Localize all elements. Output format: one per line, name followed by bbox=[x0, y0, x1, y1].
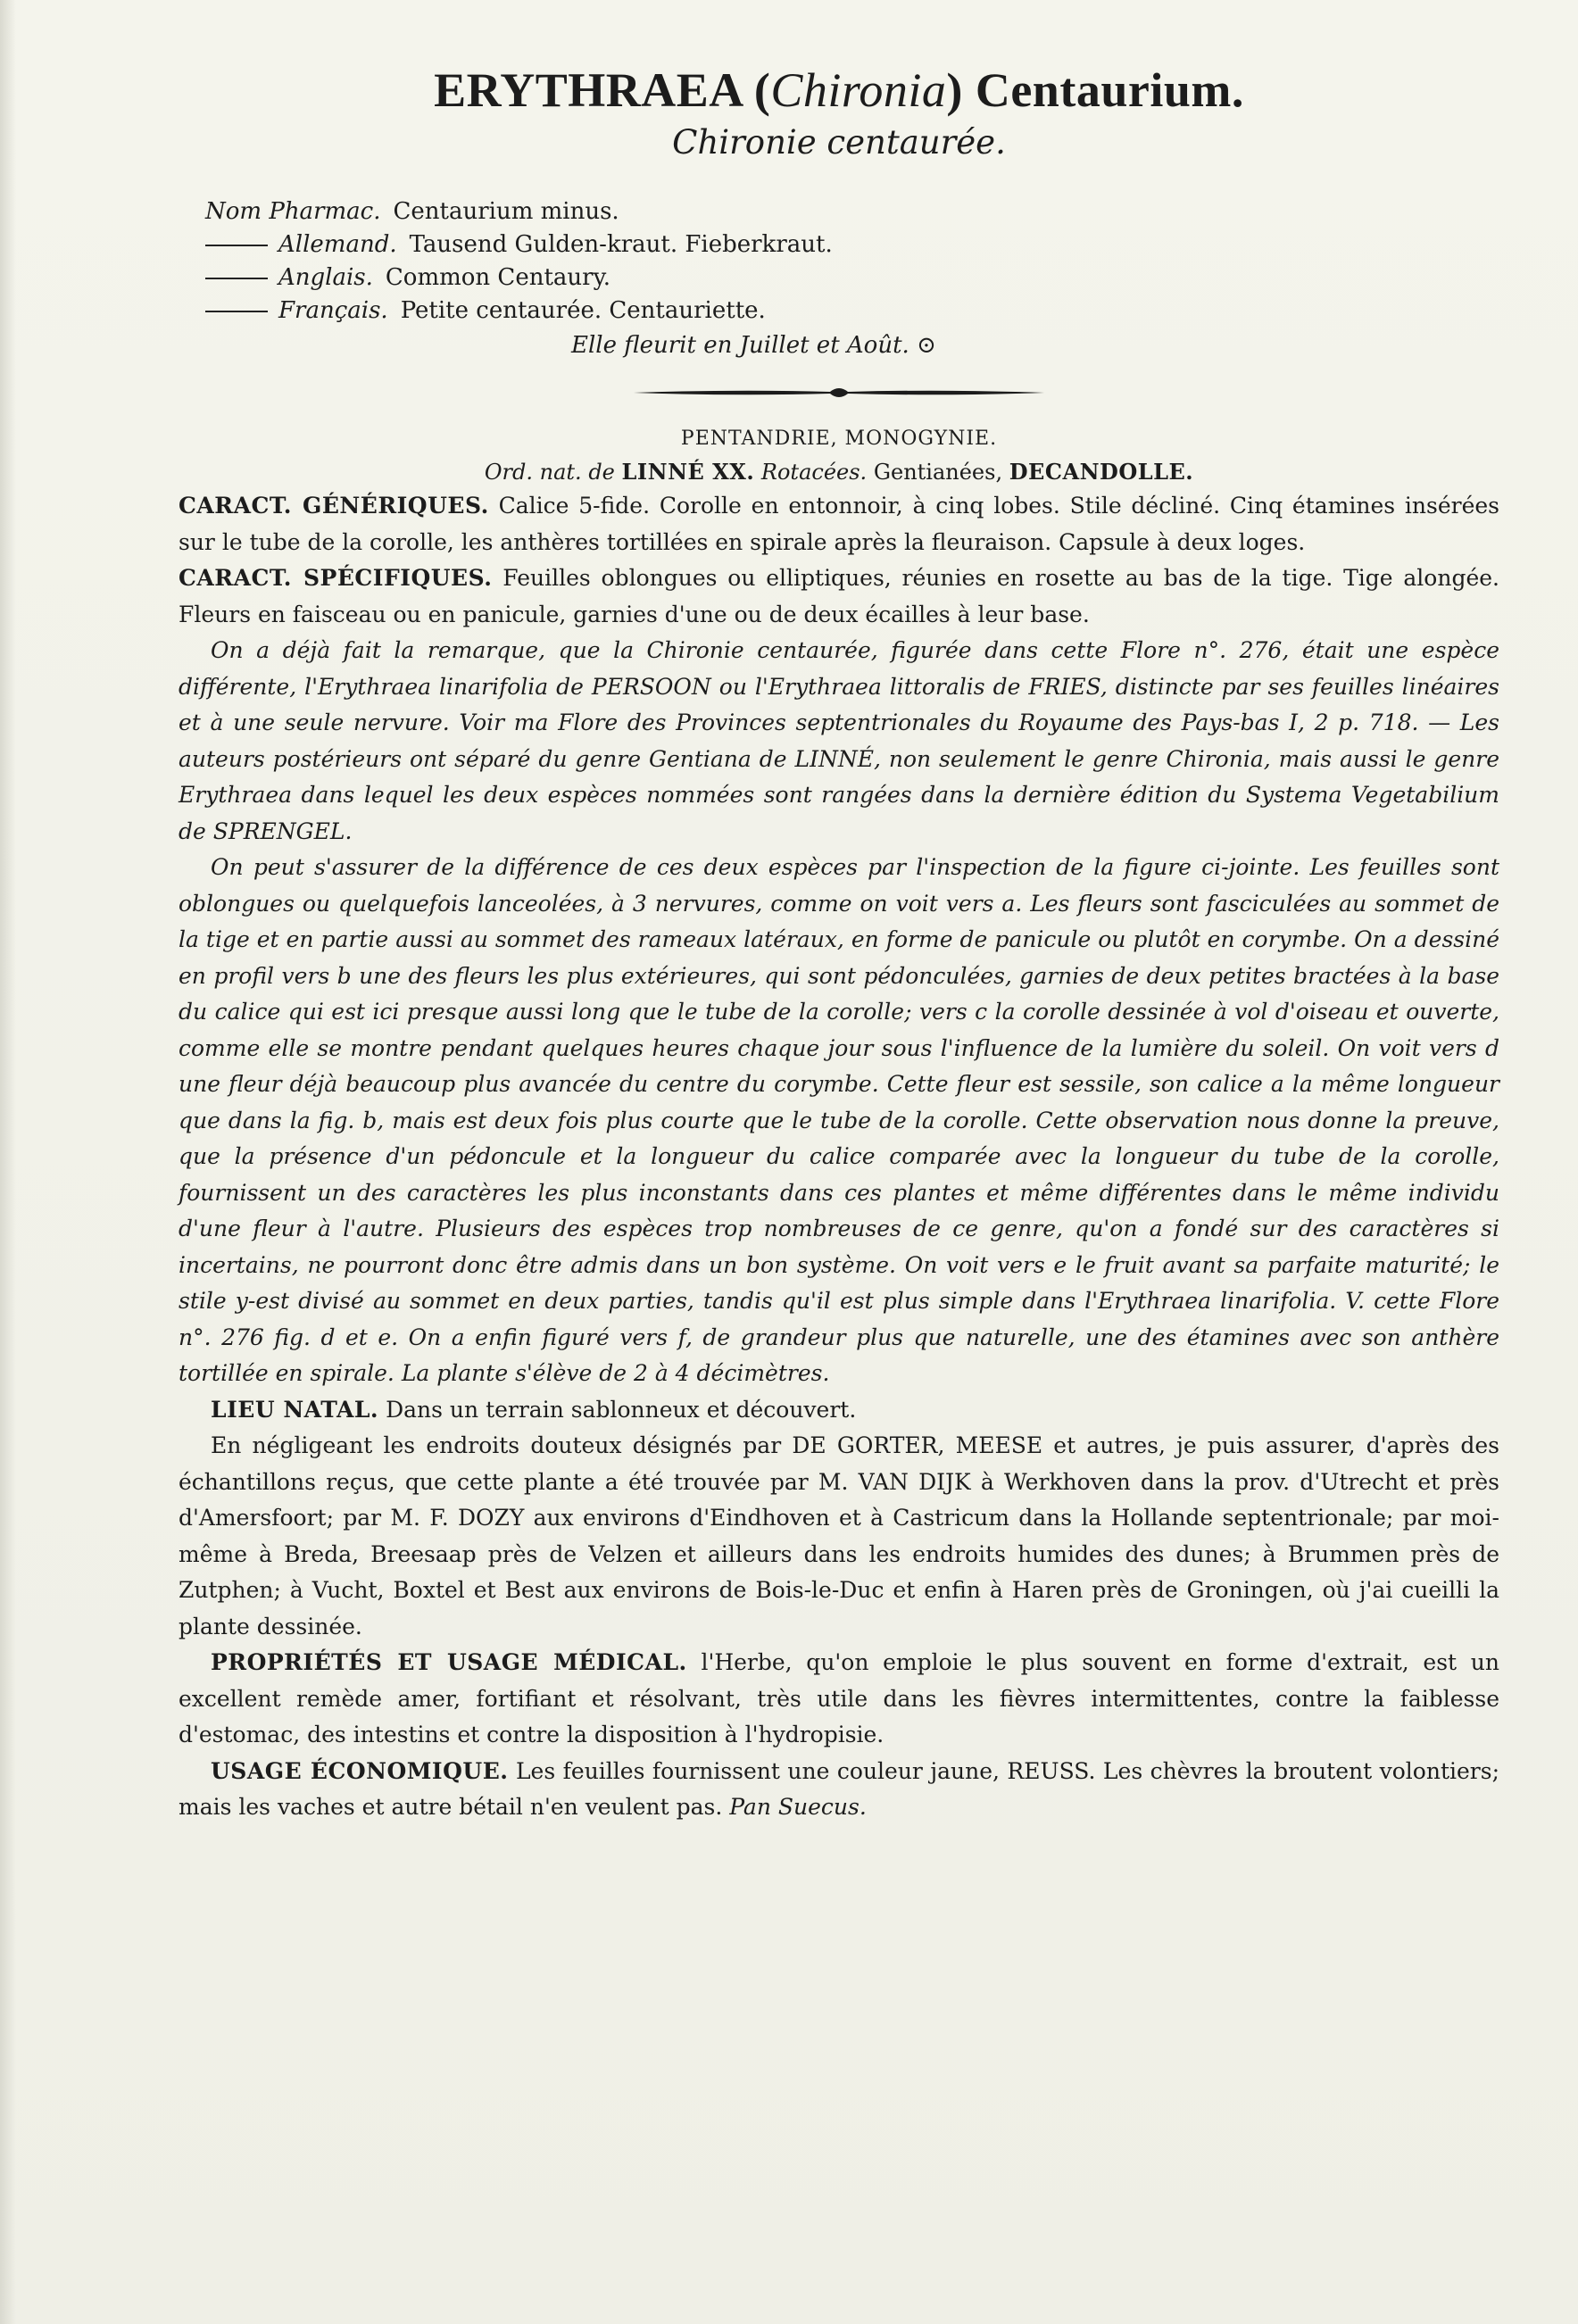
habitat bbox=[179, 1392, 1499, 1429]
natural-order bbox=[179, 459, 1499, 485]
section-label: LIEU NATAL. bbox=[211, 1396, 379, 1423]
name-label: Anglais. bbox=[278, 264, 373, 291]
specific-characters bbox=[179, 560, 1499, 633]
common-names bbox=[205, 195, 1499, 328]
name-label: Allemand. bbox=[278, 231, 397, 258]
page-title: ERYTHRAEA (Chironia) Centaurium. bbox=[434, 63, 1244, 117]
remark-paragraph: On a déjà fait la remarque, que la Chironie centaurée, figurée dans cette Flore n°. 276, était une espèce différente, l'Erythraea linarifolia de PERSOON ou l'Erythraea littoralis de FRIES, distincte par ses feuilles linéaires et à une seule nervure. Voir ma Flore des Provinces septentrionales du Royaume des Pays-bas I, 2 p. 718. — Les auteurs postérieurs ont séparé du genre Gentiana de LINNÉ, non seulement le genre Chironia, mais aussi le genre Erythraea dans lequel les deux espèces nommées sont rangées dans la dernière édition du Systema Vegetabilium de SPRENGEL. bbox=[179, 637, 1499, 844]
ornament-rule-icon bbox=[629, 381, 1049, 404]
order-rotacees: Rotacées. bbox=[760, 460, 868, 485]
name-value: Common Centaury. bbox=[385, 264, 611, 291]
section-text: Feuilles oblongues ou elliptiques, réunies en rosette au bas de la tige. Tige alongée. Fleurs en faisceau ou en panicule, garnies d'une ou de deux écailles à leur base. bbox=[179, 565, 1499, 627]
name-label: Nom Pharmac. bbox=[205, 198, 381, 225]
order-prefix: Ord. nat. de bbox=[484, 460, 615, 485]
page-subtitle: Chironie centaurée. bbox=[672, 123, 1006, 162]
order-decandolle: DECANDOLLE. bbox=[1009, 459, 1194, 485]
section-text: Les feuilles fournissent une couleur jaune, REUSS. Les chèvres la broutent volontiers; mais les vaches et autre bétail n'en veulent pas. bbox=[179, 1757, 1499, 1820]
ditto-dash bbox=[205, 278, 268, 279]
section-label: PROPRIÉTÉS ET USAGE MÉDICAL. bbox=[211, 1649, 687, 1675]
ditto-dash bbox=[205, 311, 268, 312]
source-citation: Pan Suecus. bbox=[729, 1794, 867, 1820]
section-text: Calice 5-fide. Corolle en entonnoir, à cinq lobes. Stile décliné. Cinq étamines insérées sur le tube de la corolle, les anthères tortillées en spirale après la fleuraison. Capsule à deux loges. bbox=[179, 493, 1499, 555]
generic-characters bbox=[179, 488, 1499, 560]
ditto-dash bbox=[205, 245, 268, 246]
section-text: l'Herbe, qu'on emploie le plus souvent en forme d'extrait, est un excellent remède amer, fortifiant et résolvant, très utile dans les fièvres intermittentes, contre la faiblesse d'estomac, des intestins et contre la disposition à l'hydropisie. bbox=[179, 1649, 1499, 1747]
name-value: Tausend Gulden-kraut. Fieberkraut. bbox=[409, 231, 833, 258]
flowering-note: Elle fleurit en Juillet et Août. ⊙ bbox=[571, 332, 936, 359]
order-linne: LINNÉ XX. bbox=[621, 459, 755, 485]
order-gentianees: Gentianées, bbox=[873, 460, 1003, 485]
section-label: CARACT. SPÉCIFIQUES. bbox=[179, 565, 493, 591]
name-row bbox=[205, 195, 1499, 228]
linnaean-class: PENTANDRIE, MONOGYNIE. bbox=[680, 427, 998, 450]
title-synonym: Chironia bbox=[770, 63, 947, 117]
name-value: Centaurium minus. bbox=[393, 198, 619, 225]
figure-description-paragraph: On peut s'assurer de la différence de ces deux espèces par l'inspection de la figure ci-jointe. Les feuilles sont oblongues ou quelquefois lanceolées, à 3 nervures, comme on voit vers a. Les fleurs sont fasciculées au sommet de la tige et en partie aussi au sommet des rameaux latéraux, en forme de panicule ou plutôt en corymbe. On a dessiné en profil vers b une des fleurs les plus extérieures, qui sont pédonculées, garnies de deux petites bractées à la base du calice qui est ici presque aussi long que le tube de la corolle; vers c la corolle dessinée à vol d'oiseau et ouverte, comme elle se montre pendant quelques heures chaque jour sous l'influence de la lumière du soleil. On voit vers d une fleur déjà beaucoup plus avancée du centre du corymbe. Cette fleur est sessile, son calice a la même longueur que dans la fig. b, mais est deux fois plus courte que le tube de la corolle. Cette observation nous donne la preuve, que la présence d'un pédoncule et la longueur du calice comparée avec la longueur du tube de la corolle, fournissent un des caractères les plus inconstants dans ces plantes et même différentes dans le même individu d'une fleur à l'autre. Plusieurs des espèces trop nombreuses de ce genre, qu'on a fondé sur des caractères si incertains, ne pourront donc être admis dans un bon système. On voit vers e le fruit avant sa parfaite maturité; le stile y-est divisé au sommet en deux parties, tandis qu'il est plus simple dans l'Erythraea linarifolia. V. cette Flore n°. 276 fig. d et e. On a enfin figuré vers f, de grandeur plus que naturelle, une des étamines avec son anthère tortillée en spirale. La plante s'élève de 2 à 4 décimètres. bbox=[179, 854, 1499, 1386]
title-species: Centaurium. bbox=[975, 63, 1244, 117]
name-label: Français. bbox=[278, 297, 388, 324]
economic-usage bbox=[179, 1754, 1499, 1826]
title-genus: ERYTHRAEA bbox=[434, 63, 742, 117]
section-label: CARACT. GÉNÉRIQUES. bbox=[179, 493, 489, 519]
name-row bbox=[205, 228, 1499, 261]
page-content bbox=[179, 54, 1499, 1826]
medical-properties bbox=[179, 1645, 1499, 1754]
section-text: Dans un terrain sablonneux et découvert. bbox=[386, 1396, 857, 1423]
name-row bbox=[205, 295, 1499, 328]
section-label: USAGE ÉCONOMIQUE. bbox=[211, 1757, 509, 1784]
name-value: Petite centaurée. Centauriette. bbox=[400, 297, 766, 324]
name-row bbox=[205, 261, 1499, 295]
localities-paragraph: En négligeant les endroits douteux désignés par DE GORTER, MEESE et autres, je puis assurer, d'après des échantillons reçus, que cette plante a été trouvée par M. VAN DIJK à Werkhoven dans la prov. d'Utrecht et près d'Amersfoort; par M. F. DOZY aux environs d'Eindhoven et à Castricum dans la Hollande septentrionale; par moi-même à Breda, Breesaap près de Velzen et ailleurs dans les endroits humides des dunes; à Brummen près de Zutphen; à Vucht, Boxtel et Best aux environs de Bois-le-Duc et enfin à Haren près de Groningen, où j'ai cueilli la plante dessinée. bbox=[179, 1432, 1499, 1639]
